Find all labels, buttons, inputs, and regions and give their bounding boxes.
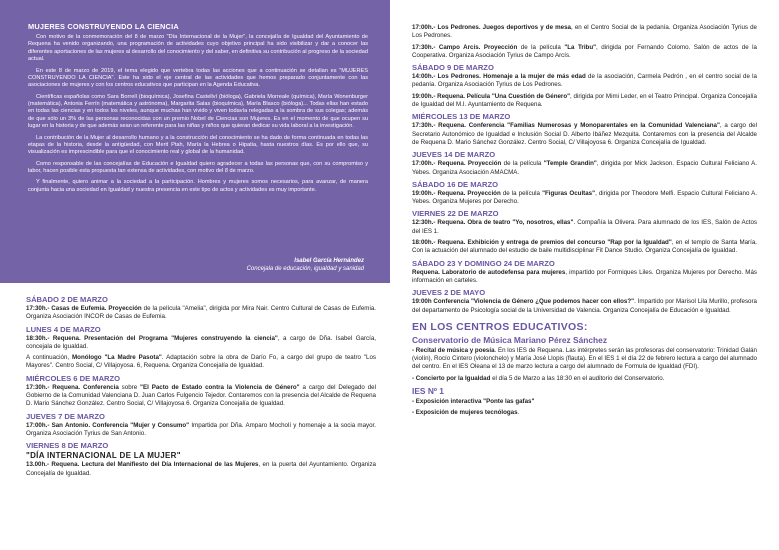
event-item [412, 44, 757, 61]
event-item [412, 347, 757, 372]
signature [247, 258, 364, 274]
event-text: , a cargo de Dña. Isabel García, concejala de Igualdad. [26, 334, 376, 350]
event-highlight: 19:00h Conferencia "Violencia de Género ¿Que podemos hacer con ellos?" [412, 298, 635, 306]
event-date: SÁBADO 16 DE MARZO [412, 179, 499, 189]
event-text: de la película [501, 160, 544, 168]
event-date: VIERNES 8 DE MARZO [26, 441, 109, 451]
event-item [412, 190, 757, 207]
ies-title: IES Nº 1 [412, 386, 444, 397]
event-text: , en la puerta del Ayuntamiento. Organiza Concejalía de Igualdad. [26, 461, 376, 477]
event-highlight: 18:30h.- Requena. Presentación del Programa "Mujeres construyendo la ciencia" [26, 334, 278, 342]
event-highlight: - Recital de música y poesía [412, 346, 495, 354]
event-highlight: "Figuras Ocultas" [542, 189, 596, 197]
events-right-column [412, 24, 757, 421]
event-item [412, 24, 757, 41]
event-highlight: - Exposición interactiva "Ponte las gafas" [412, 398, 535, 406]
event-text: de la asociación, Carmela Pedrón , en el centro social de la pedanía. Organiza Asociación Tyrius de Los Pedrones. [412, 73, 758, 89]
event-highlight: 19:00h.- Requena. Proyección [412, 189, 501, 197]
event-text: , dirigida por Fernando Colomo. Salón de actos de la Cooperativa. Organiza Asociación Tyrius de Campo Arcís. [412, 43, 757, 59]
event-text: , en el templo de Santa María. Con la actuación del alumnado del estudio de baile multidisciplinar Fit Dance Studio. Organiza Concejalía de Igualdad. [412, 239, 757, 255]
event-date: SÁBADO 23 Y DOMINGO 24 DE MARZO [412, 258, 555, 268]
conservatorio-title: Conservatorio de Música Mariano Pérez Sánchez [412, 334, 608, 345]
event-item [412, 269, 757, 286]
event-text: el día 5 de Marzo a las 18:30 en el auditorio del Conservatorio. [490, 374, 665, 382]
event-text: . Compañía la Olivera. Para alumnado de los IES, Salón de Actos del IES 1. [412, 219, 757, 235]
event-highlight: 17:30h.- Campo Arcís. Proyección [412, 43, 518, 51]
intro-paragraph: Como responsable de las concejalías de Educación e Igualdad quiero agradecer a todas las personas que, con su compromiso y labor, hacen posible esta propuesta tan extensa de actividades, con motivo del 8 de marzo. [28, 160, 368, 174]
event-date: MIÉRCOLES 6 DE MARZO [26, 373, 121, 383]
event-item [412, 160, 757, 177]
event-item [26, 384, 376, 409]
event-text: , impartido por Formiques Liles. Organiza Mujeres por Derecho. Más información en carteles. [412, 268, 757, 284]
event-highlight: - Concierto por la Igualdad [412, 374, 491, 382]
event-item [412, 375, 757, 383]
event-text: de la película [517, 43, 565, 51]
event-text: . Impartido por Marisol Lila Murillo, profesora del departamento de Psicología social de la Universidad de Valencia. Organiza Concejalía de Educación e Igualdad. [412, 298, 758, 314]
event-text: . En los IES de Requena. Las intérpretes serán las profesoras del conservatorio: Trinidad Galán (violín), Rocío Cintero (violonchelo) y María José Llopis (flauta). En el IES 1 el día 22 de febrero lectura a cargo del alumnado del centro. En el IES Oleana el 13 de marzo lectura a cargo del alumnado de Formula de Igualdad (FDI). [412, 346, 757, 371]
event-text: sobre [118, 383, 141, 391]
event-date: SÁBADO 2 DE MARZO [26, 295, 108, 304]
event-text: , en el Centro Social de la pedanía. Organiza Asociación Tyrius de Los Pedrones. [412, 24, 757, 40]
event-text: de la película "Amelia", dirigida por Mira Nair. Centro Cultural de Casas de Eufemia. Organiza Asociación INCOR de Casas de Eufemia. [26, 305, 376, 321]
event-text: , dirigida por Theodore Melfi. Espacio Cultural Feliciano A. Yebes. Organiza Mujeres por Derecho. [412, 189, 758, 206]
event-item [26, 461, 376, 478]
event-item [412, 409, 757, 417]
event-date: SÁBADO 9 DE MARZO [412, 63, 494, 73]
event-date: JUEVES 2 DE MAYO [412, 288, 486, 298]
event-highlight: 17:00h.- San Antonio. Conferencia "Mujer y Consumo" [26, 421, 190, 429]
event-text: A continuación, [26, 354, 73, 362]
intro-paragraph: La contribución de la Mujer al desarrollo humano y a la construcción del conocimiento se ha dado de forma continuada en todas las etapas de la historia, desde la antigüedad, con Merit Ptah, María la Hebrea o Hipatia, hasta nuestros días. Es por ello que, su visualización es imprescindible para que el conocimiento real y global de la humanidad. [28, 134, 368, 156]
event-item [26, 335, 376, 352]
event-highlight: 14:00h.- Los Pedrones. Homenaje a la mujer de más edad [412, 73, 586, 81]
event-big-title: "DÍA INTERNACIONAL DE LA MUJER" [26, 451, 181, 461]
event-text: , a cargo del Secretario Autonómico de Igualdad e Inclusión Social D. Alberto Ibáñez Mezquita. Contaremos con la presencia del Alcalde de Requena D. Mario Sánchez González. Centro Social, C/ Villajoyosa 6. Organiza Concejalía de Igualdad. [412, 122, 757, 146]
event-text: . [517, 409, 520, 417]
event-highlight: "Temple Grandin" [543, 160, 597, 168]
event-highlight: "La Tribu" [564, 43, 597, 51]
event-text: , dirigida por Mimi Leder, en el Teatro Principal. Organiza Concejalía de Igualdad del M.I. Ayuntamiento de Requena. [412, 92, 757, 109]
event-text: . Adaptación sobre la obra de Darío Fo, a cargo del grupo de teatro "Los Mayores". Centro Social, C/ Villajoyosa. 6, Requena. Organiza Concejalía de Igualdad. [26, 354, 376, 370]
event-item [412, 93, 757, 110]
event-item [412, 122, 757, 147]
event-item [412, 298, 757, 315]
event-date: VIERNES 22 DE MARZO [412, 209, 499, 219]
event-item [26, 305, 376, 322]
event-text: a cargo del Delegado del Gobierno de la Comunidad Valenciana D. Juan Carlos Fulgencio Tejedor. Contaremos con la presencia del Alcalde de Requena D. Mario Sánchez González. Centro Social, C/ Villajoyosa 6. Organiza Concejalía de Igualdad. [26, 383, 376, 408]
event-highlight: - Exposición de mujeres tecnólogas [412, 409, 518, 417]
event-highlight: 17:00h.- Requena. Proyección [412, 160, 502, 168]
intro-paragraph: Y finalmente, quiero animar a la sociedad a la participación. Hombres y mujeres somos necesarios, para avanzar, de manera conjunta hacia una sociedad en Igualdad y nuestra presencia en este tipo de actos y actividades es muy importante. [28, 179, 368, 193]
event-highlight: 12:30h.- Requena. Obra de teatro "Yo, nosotros, ellas" [412, 219, 574, 227]
event-item [412, 219, 757, 236]
event-date: JUEVES 7 DE MARZO [26, 411, 105, 421]
intro-paragraph: Científicas españolas como Sara Borrell (bioquímica), Josefina Castellví (bióloga), Gabriela Morreale (química), María Wonenburger (matemática), Antonia Ferrín (matemática y astrónoma), Margarita Salas (bioquímica), María Blasco (bióloga)... Todas ellas han estado en todas las ciencias y en todos los niveles, aunque muchas han vivido y viven todavía relegadas a la sombra de sus colegas; además de que sólo un 3% de las personas reconocidas con un premio Nobel de Ciencias son Mujeres. Es en el momento de que ocupen su lugar en la historia y de que además sean un referente para las niñas y niños que quieran dedicar su vida laboral a la investigación. [28, 93, 368, 130]
event-item [412, 239, 757, 256]
event-highlight: 17:30h.- Requena. Conferencia "Familias Numerosas y Monoparentales en la Comunidad Valenciana" [412, 122, 720, 130]
event-text: Impartida por Dña. Amparo Mocholí y homenaje a la socia mayor. Organiza Asociación Tyrius de San Antonio. [26, 421, 376, 437]
event-item [412, 73, 757, 90]
event-date: LUNES 4 DE MARZO [26, 324, 101, 334]
event-item [412, 398, 757, 406]
intro-paragraph: En este 8 de marzo de 2019, el tema elegido que vertebra todas las acciones que a continuación se detallan es "MUJERES CONSTRUYENDO LA CIENCIA". Este ha sido el eje central de las actividades que hemos preparado conjuntamente con las asociaciones de mujeres y con los centros educativos que participan en la Agenda Educativa. [28, 67, 368, 89]
events-left-column [26, 292, 376, 481]
intro-paragraphs [28, 34, 368, 194]
event-highlight: 17:30h.- Requena. Conferencia [26, 383, 119, 391]
event-highlight: Requena. Laboratorio de autodefensa para mujeres [412, 268, 566, 276]
event-text: de la película [500, 189, 543, 197]
event-date: JUEVES 14 DE MARZO [412, 150, 496, 160]
intro-box [0, 0, 390, 283]
event-item [26, 422, 376, 439]
event-highlight: 13.00h.- Requena. Lectura del Manifiesto del Día Internacional de las Mujeres [26, 461, 259, 469]
event-highlight: 17:00h.- Los Pedrones. Juegos deportivos y de mesa [412, 24, 571, 31]
event-highlight: "El Pacto de Estado contra la Violencia de Género" [140, 383, 300, 391]
event-item [26, 354, 376, 371]
event-highlight: 19:00h.- Requena. Película "Una Cuestión de Género" [412, 92, 571, 100]
event-highlight: Monólogo "La Madre Pasota" [72, 354, 162, 362]
event-date: MIÉRCOLES 13 DE MARZO [412, 112, 511, 122]
event-text: , dirigida por Mick Jackson. Espacio Cultural Feliciano A. Yebes. Organiza Asociación AMACMA. [412, 160, 757, 176]
intro-paragraph: Con motivo de la conmemoración del 8 de marzo "Día Internacional de la Mujer", la concejalía de Igualdad del Ayuntamiento de Requena ha venido organizando, una programación de actividades cuyo objetivo principal ha sido visibilizar y dar a conocer las diferentes aportaciones de las mujeres al desarrollo del conocimiento y del saber, en definitiva su contribución al progreso de la sociedad actual. [28, 34, 368, 63]
event-highlight: 17:30h.- Casas de Eufemia. Proyección [26, 305, 142, 312]
intro-title: MUJERES CONSTRUYENDO LA CIENCIA [28, 22, 179, 31]
event-highlight: 18:00h.- Requena. Exhibición y entrega de premios del concurso "Rap por la Igualdad" [412, 239, 672, 247]
signature-name: Isabel García Hernández [294, 258, 364, 264]
educational-title: EN LOS CENTROS EDUCATIVOS: [412, 320, 588, 333]
signature-role: Concejala de educación, igualdad y sanidad [246, 265, 364, 272]
